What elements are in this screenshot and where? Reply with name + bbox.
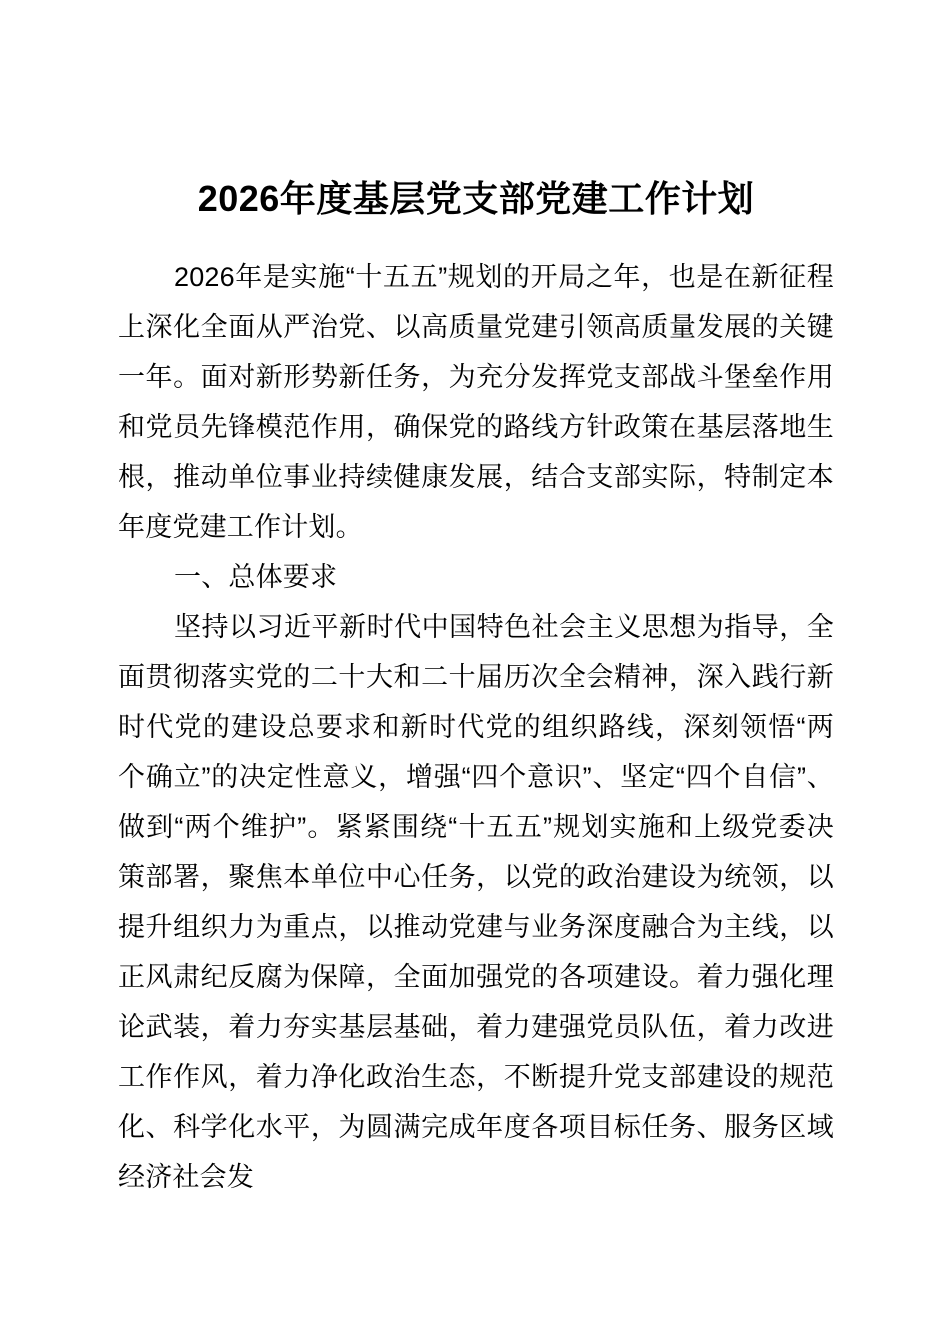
section-body-1: 坚持以习近平新时代中国特色社会主义思想为指导，全面贯彻落实党的二十大和二十届历次全会精神，深入践行新时代党的建设总要求和新时代党的组织路线，深刻领悟“两个确立”的决定性意义，增强“四个意识”、坚定“四个自信”、做到“两个维护”。紧紧围绕“十五五”规划实施和上级党委决策部署，聚焦本单位中心任务，以党的政治建设为统领，以提升组织力为重点，以推动党建与业务深度融合为主线，以正风肃纪反腐为保障，全面加强党的各项建设。着力强化理论武装，着力夯实基层基础，着力建强党员队伍，着力改进工作作风，着力净化政治生态，不断提升党支部建设的规范化、科学化水平，为圆满完成年度各项目标任务、服务区域经济社会发 <box>118 612 834 1192</box>
document-body <box>118 0 834 1202</box>
section-heading-1: 一、总体要求 <box>174 562 338 592</box>
intro-paragraph: 2026年是实施“十五五”规划的开局之年，也是在新征程上深化全面从严治党、以高质量党建引领高质量发展的关键一年。面对新形势新任务，为充分发挥党支部战斗堡垒作用和党员先锋模范作用，确保党的路线方针政策在基层落地生根，推动单位事业持续健康发展，结合支部实际，特制定本年度党建工作计划。 <box>118 262 834 542</box>
page-title: 2026年度基层党支部党建工作计划 <box>197 178 755 219</box>
